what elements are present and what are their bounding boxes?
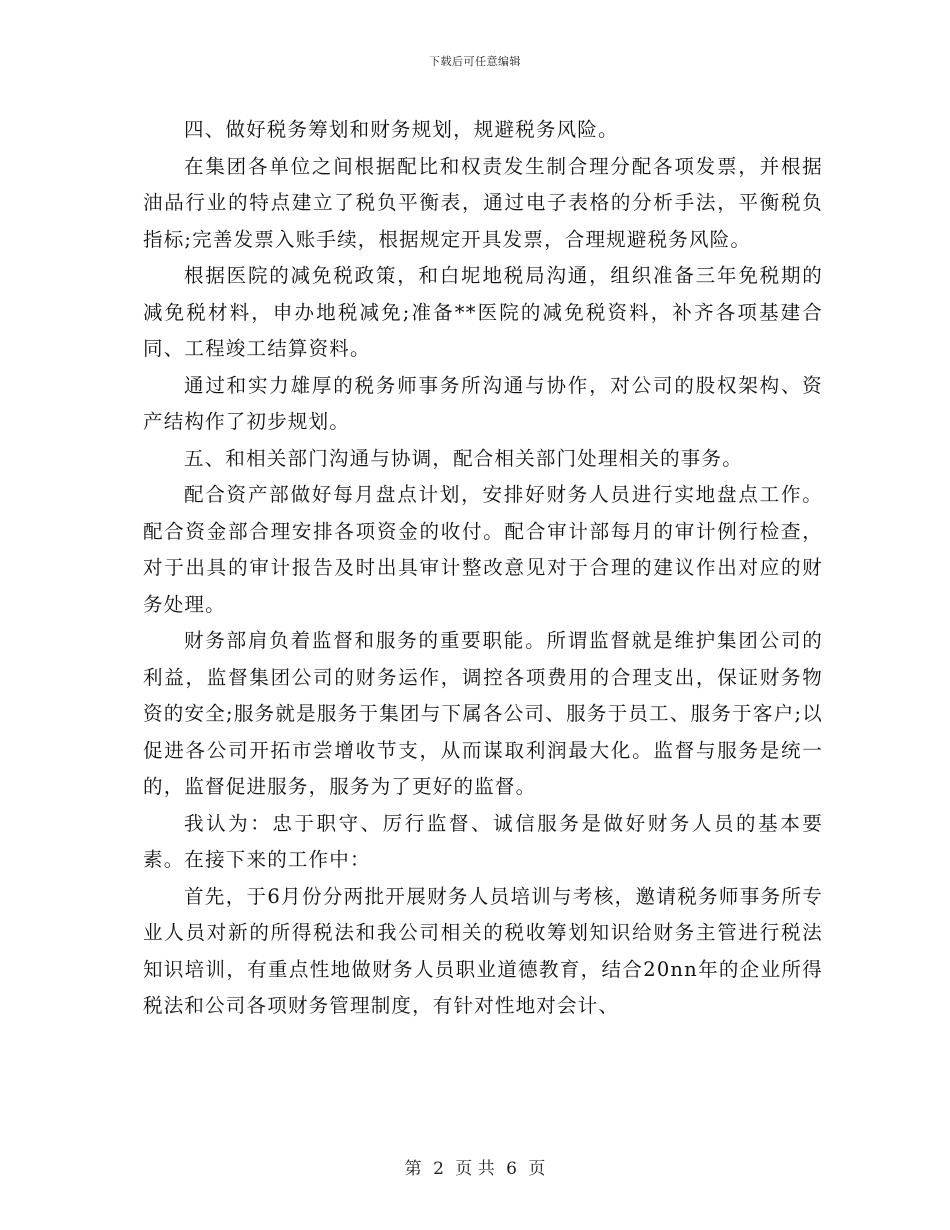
footer-total-pages: 6	[506, 1159, 517, 1179]
paragraph-tax-firm: 通过和实力雄厚的税务师事务所沟通与协作，对公司的股权架构、资产结构作了初步规划。	[143, 373, 823, 433]
paragraph-supervision-service: 财务部肩负着监督和服务的重要职能。所谓监督就是维护集团公司的利益，监督集团公司的财务运作，调控各项费用的合理支出，保证财务物资的安全;服务就是服务于集团与下属各公司、服务于员工、服务于客户;以促进各公司开拓市尝增收节支，从而谋取利润最大化。监督与服务是统一的，监督促进服务，服务为了更好的监督。	[143, 629, 823, 798]
paragraph-training-plan: 首先，于6月份分两批开展财务人员培训与考核，邀请税务师事务所专业人员对新的所得税法和我公司相关的税收筹划知识给财务主管进行税法知识培训，有重点性地做财务人员职业道德教育，结合20nn年的企业所得税法和公司各项财务管理制度，有针对性地对会计、	[143, 884, 823, 1017]
footer-prefix: 第	[404, 1159, 422, 1179]
page-header: 下载后可任意编辑	[429, 55, 521, 68]
footer-middle: 页 共	[455, 1159, 495, 1179]
paragraph-tax-reduction: 根据医院的减免税政策，和白坭地税局沟通，组织准备三年免税期的减免税材料，申办地税减免;准备**医院的减免税资料，补齐各项基建合同、工程竣工结算资料。	[143, 264, 823, 360]
paragraph-department-coordination: 配合资产部做好每月盘点计划，安排好财务人员进行实地盘点工作。配合资金部合理安排各项资金的收付。配合审计部每月的审计例行检查，对于出具的审计报告及时出具审计整改意见对于合理的建议作出对应的财务处理。	[143, 483, 823, 616]
footer-page-number: 2	[433, 1159, 444, 1179]
footer-suffix: 页	[528, 1159, 546, 1179]
paragraph-opinion: 我认为：忠于职守、厉行监督、诚信服务是做好财务人员的基本要素。在接下来的工作中：	[143, 811, 823, 871]
section-heading-4: 四、做好税务筹划和财务规划，规避税务风险。	[184, 118, 619, 141]
section-heading-5: 五、和相关部门沟通与协调，配合相关部门处理相关的事务。	[184, 446, 743, 470]
document-body	[143, 112, 823, 1025]
page-footer	[0, 1154, 950, 1179]
paragraph-invoice-allocation: 在集团各单位之间根据配比和权责发生制合理分配各项发票，并根据油品行业的特点建立了税负平衡表，通过电子表格的分析手法，平衡税负指标;完善发票入账手续，根据规定开具发票，合理规避税务风险。	[143, 154, 823, 251]
